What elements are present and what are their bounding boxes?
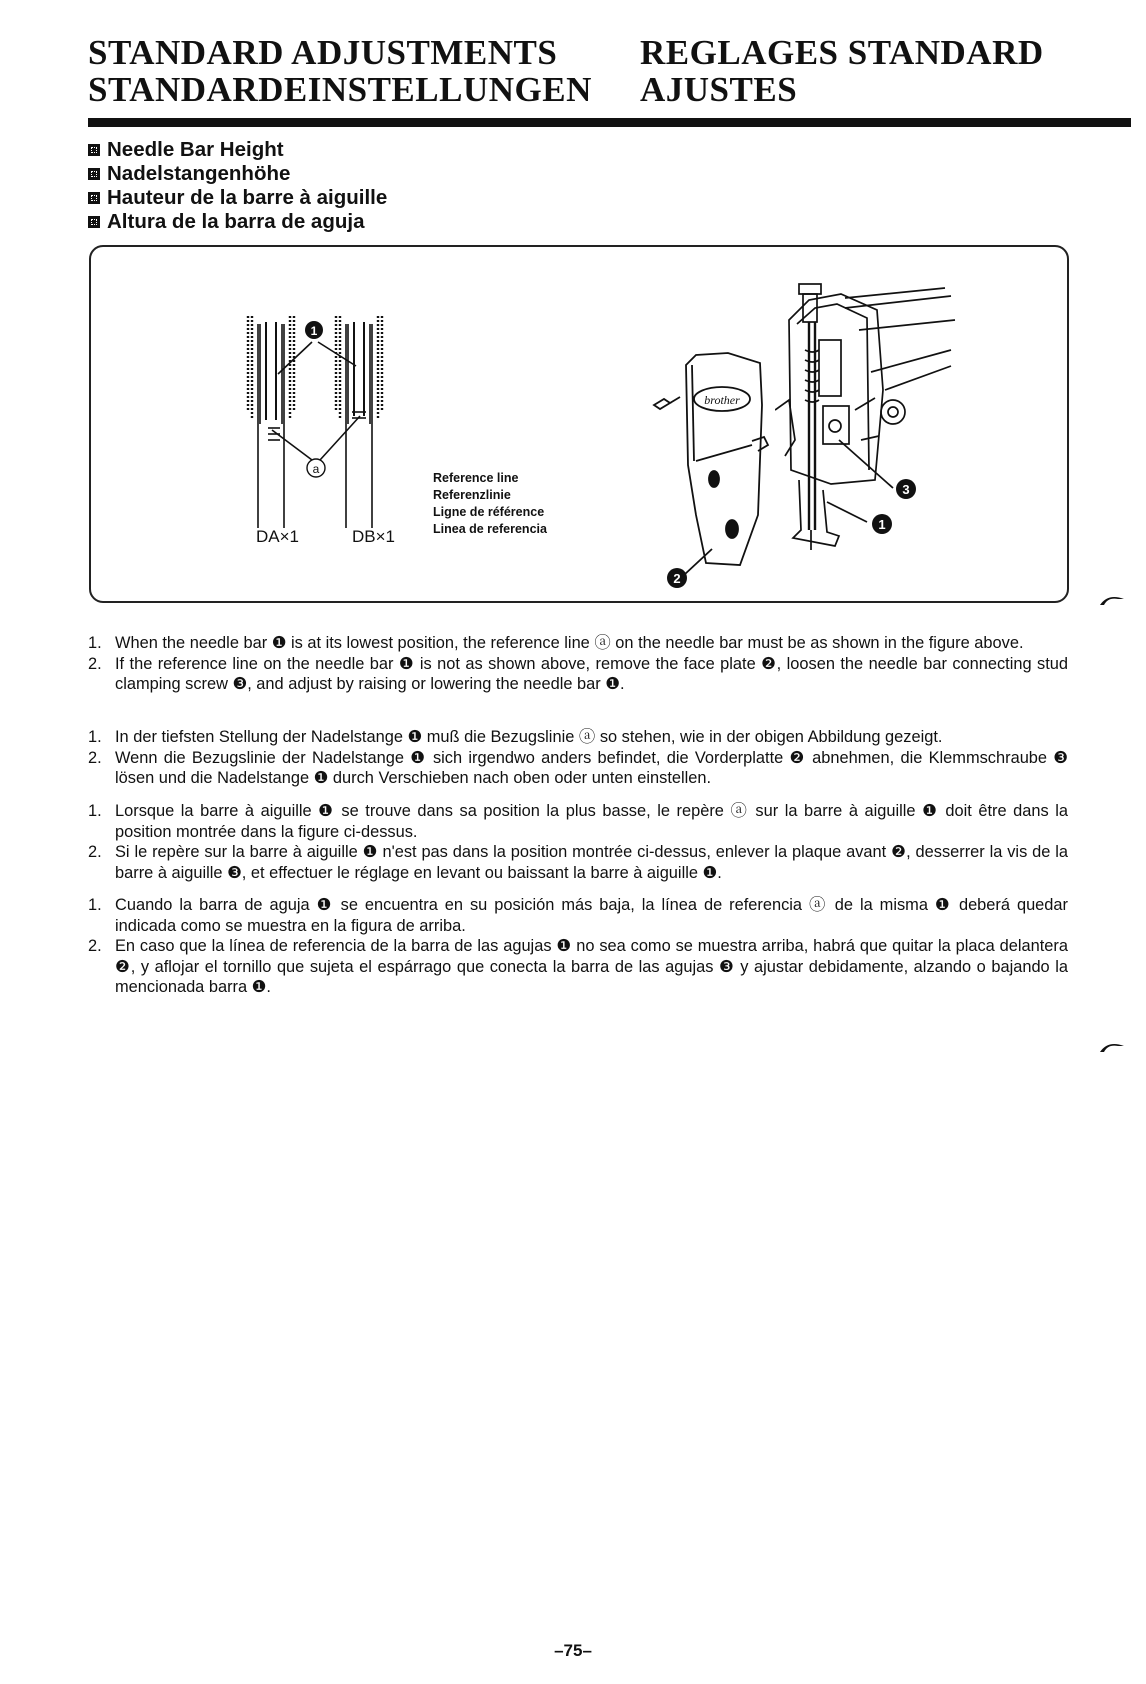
callout-2-label: 2 <box>673 571 681 586</box>
bullet-square-icon <box>88 144 100 156</box>
brand-logo-text: brother <box>704 393 740 407</box>
reference-line-english: Reference line <box>433 471 519 485</box>
section-titles <box>88 138 387 234</box>
instructions-spanish <box>88 895 1068 998</box>
instruction-item: 1. Lorsque la barre à aiguille ❶ se trouve dans sa position la plus basse, le repère ⓐ sur la barre à aiguille ❶ doit être dans la position montrée dans la figure ci-dessus. <box>88 802 1068 841</box>
bullet-square-icon <box>88 216 100 228</box>
instruction-item: 2. En caso que la línea de referencia de la barra de las agujas ❶ no sea como se muestra arriba, habrá que quitar la placa delantera ❷, y aflojar el tornillo que sujeta el espárrago que conecta la barra de las agujas ❸ y ajustar debidamente, alzando o bajando la mencionada barra ❶. <box>88 937 1068 996</box>
reference-line-german: Referenzlinie <box>433 488 511 502</box>
instruction-item: 2. If the reference line on the needle bar ❶ is not as shown above, remove the face plate ❷, loosen the needle bar connecting stud clamping screw ❸, and adjust by raising or lowering the needle bar ❶. <box>88 654 1068 693</box>
needle-label-da: DA×1 <box>256 527 299 546</box>
page-number: –75– <box>554 1641 592 1660</box>
reference-line-labels <box>433 470 547 538</box>
header-title-german: STANDARDEINSTELLUNGEN <box>88 70 592 109</box>
face-plate-illustration <box>640 345 790 595</box>
header-title-english: STANDARD ADJUSTMENTS <box>88 33 558 72</box>
header-title-french: REGLAGES STANDARD <box>640 33 1044 72</box>
callout-1-label: 1 <box>310 324 318 338</box>
callout-3-label: 3 <box>902 482 910 497</box>
section-title: Needle Bar Height <box>88 138 387 162</box>
section-title: Hauteur de la barre à aiguille <box>88 186 387 210</box>
needle-label-db: DB×1 <box>352 527 395 546</box>
instruction-item: 2. Si le repère sur la barre à aiguille ❶ n'est pas dans la position montrée ci-dessus, enlever la plaque avant ❷, desserrer la vis de la barre à aiguille ❸, et effectuer le réglage en levant ou baissant la barre à aiguille ❶. <box>88 843 1068 882</box>
section-title: Altura de la barra de aguja <box>88 210 387 234</box>
bullet-square-icon <box>88 168 100 180</box>
machine-head-illustration <box>775 280 1015 590</box>
reference-line-spanish: Linea de referencia <box>433 522 547 536</box>
callout-a-label: a <box>312 462 320 476</box>
needle-diagram <box>240 312 410 532</box>
bullet-square-icon <box>88 192 100 204</box>
instructions-german <box>88 727 1068 789</box>
header-title-spanish: AJUSTES <box>640 70 798 109</box>
margin-mark-icon <box>1098 593 1126 607</box>
instruction-item: 1. Cuando la barra de aguja ❶ se encuentra en su posición más baja, la línea de referencia ⓐ de la misma ❶ deberá quedar indicada como se muestra en la figura de arriba. <box>88 896 1068 935</box>
instructions-english <box>88 633 1068 695</box>
margin-mark-icon <box>1098 1040 1126 1054</box>
header-rule <box>88 118 1131 127</box>
callout-1-label-machine: 1 <box>878 517 886 532</box>
instruction-item: 2. Wenn die Bezugslinie der Nadelstange ❶ sich irgendwo anders befindet, die Vorderplatte ❷ abnehmen, die Klemmschraube ❸ lösen und die Nadelstange ❶ durch Verschieben nach oben oder unten einstellen. <box>88 748 1068 787</box>
section-title: Nadelstangenhöhe <box>88 162 387 186</box>
instruction-item: 1. When the needle bar ❶ is at its lowest position, the reference line ⓐ on the needle bar must be as shown in the figure above. <box>88 634 1024 652</box>
instructions-french <box>88 801 1068 883</box>
instruction-item: 1. In der tiefsten Stellung der Nadelstange ❶ muß die Bezugslinie ⓐ so stehen, wie in der obigen Abbildung gezeigt. <box>88 728 943 746</box>
reference-line-french: Ligne de référence <box>433 505 545 519</box>
